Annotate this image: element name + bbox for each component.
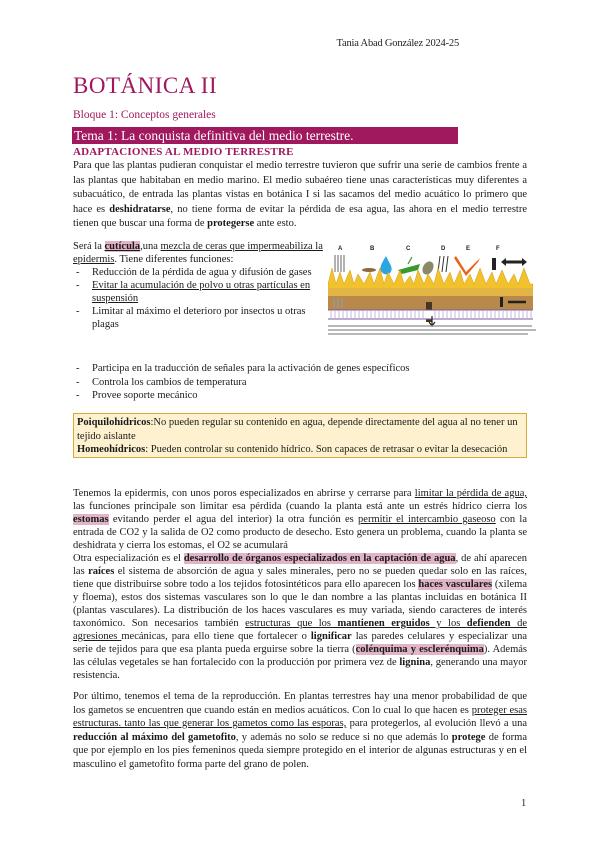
svg-text:E: E <box>466 246 471 252</box>
text: para protegerlos, al evolución llevó a una <box>346 718 527 729</box>
list-item: - Provee soporte mecánico <box>73 389 533 403</box>
svg-text:F: F <box>496 246 500 252</box>
term: Homeohídricos <box>77 444 146 455</box>
underlined-text: proteger esas estructuras. tanto las que generar los gametos como las esporas, <box>73 704 527 729</box>
header-author-year: Tania Abad González 2024-25 <box>336 38 459 49</box>
block-subtitle: Bloque 1: Conceptos generales <box>73 109 216 121</box>
underlined-text: mezcla de ceras que impermeabiliza la epidermis <box>73 241 323 265</box>
underlined-text: estructuras que los <box>245 618 338 629</box>
epidermis-paragraph <box>73 487 527 682</box>
text: Por último, tenemos el tema de la reproducción. En plantas terrestres hay una menor probabilidad de que los gametos se encuentren que cuando están en medios acuáticos. Con lo cual lo que hacen es <box>73 691 527 716</box>
intro-paragraph <box>73 159 527 232</box>
text: , no tiene forma de evitar la pérdida de esa agua, las ahora en el medio terrestre tienen que buscar una forma de <box>73 203 527 229</box>
highlighted-term: estomas <box>73 514 109 525</box>
bold-underlined-term: mantienen erguidos <box>337 618 430 629</box>
underlined-text: y los <box>429 618 467 629</box>
list-item: - Reducción de la pérdida de agua y difusión de gases <box>73 266 323 279</box>
text: , de ahí aparecen las <box>73 553 528 577</box>
text: mecánicas, para ello tiene que fortalecer o <box>121 631 311 642</box>
bold-underlined-term: defienden <box>466 618 511 629</box>
topic-title: Tema 1: La conquista definitiva del medio terrestre. <box>74 128 354 143</box>
text: Tenemos la epidermis, con unos poros especializados en abrirse y cerrarse para <box>73 488 415 499</box>
text: con la entrada de CO2 y la salida de O2 como producto de desecho. Esto genera un problema, cuando la planta se deshidrata y cierra los estomas, el O2 se acumulará <box>73 514 527 551</box>
list-item <box>73 279 323 305</box>
cuticle-diagram-illustration <box>328 242 533 327</box>
definition: : Pueden controlar su contenido hídrico. Son capaces de retrasar o evitar la desecación <box>145 444 508 455</box>
cuticle-function-list <box>73 266 323 331</box>
bold-term: raíces <box>88 566 115 577</box>
text: las paredes celulares y especializar una serie de tejidos para que esa planta pueda erguirse sobre la tierra ( <box>73 631 527 655</box>
definition-callout <box>73 413 527 458</box>
text: las funciones principale son limitar esa pérdida (cuando la planta está ante un estrés hídrico cierra los <box>73 501 527 512</box>
text: Será la <box>73 241 105 252</box>
text: ). Además las células vegetales se han fortalecido con la producción por primera vez de <box>73 644 527 668</box>
svg-text:B: B <box>370 246 375 252</box>
section-heading: ADAPTACIONES AL MEDIO TERRESTRE <box>73 146 294 158</box>
svg-text:C: C <box>406 246 411 252</box>
text: , y además no solo se reduce si no que además lo <box>235 731 452 743</box>
bold-term: deshidratarse <box>109 203 171 215</box>
cuticle-intro <box>73 240 323 266</box>
document-title: BOTÁNICA II <box>73 73 218 98</box>
list-item: - Participa en la traducción de señales para la activación de genes específicos <box>73 362 533 376</box>
figure-caption <box>328 325 536 339</box>
underlined-text: permitir el intercambio gaseoso <box>358 514 496 525</box>
bold-term: lignina <box>399 657 431 668</box>
bold-term: protegerse <box>207 218 255 229</box>
highlighted-term: colénquima y esclerénquima <box>355 644 484 655</box>
bold-term: protege <box>451 731 486 743</box>
topic-banner <box>72 127 458 144</box>
page-number: 1 <box>521 798 527 809</box>
text: el sistema de absorción de agua y sales minerales, pero no se pueden quedar solo en las raíces, tiene que distribuirse sobre todo a los tejidos fotosintéticos para ello aparecen los <box>73 566 527 590</box>
text: , generando una mayor resistencia. <box>73 657 527 681</box>
underlined-text: de agresiones <box>73 618 527 642</box>
term: Poiquilohídricos <box>77 417 151 428</box>
highlighted-term: desarrollo de órganos especializados en la captación de agua <box>183 553 456 564</box>
definition-homeohidricos <box>77 443 523 457</box>
bold-term: lignificar <box>310 631 352 642</box>
text: Para que las plantas pudieran conquistar el medio terrestre tuvieron que sufrir una serie de cambios frente a las plantas que habitaban en medio marino. El medio subaéreo tiene unas características muy diferentes a subacuático, de entrada las plantas vistas en botánica I si las sacamos del medio acuático lo primero que hace es <box>73 160 527 215</box>
underlined-text: limitar la pérdida de agua, <box>414 488 528 499</box>
svg-text:D: D <box>441 246 446 252</box>
definition: :No pueden regular su contenido en agua, depende directamente del agua al no tener un tejido aislante <box>77 417 518 442</box>
cuticle-function-list-continued <box>73 362 533 403</box>
highlighted-term: haces vasculares <box>418 579 493 590</box>
text: de forma que por ejemplo en los pies femeninos queda siempre protegido en el interior de algunas estructuras y en el masculino el gametofito forma parte del grano de polen. <box>73 731 528 770</box>
text: (xilema y floema), estos dos sistemas vasculares son lo que le dan nombre a las plantas incluidas en botánica II (plantas vasculares). La distribución de los haces vasculares es muy variada, siendo caracteres de interés taxonómico. Son necesarios también <box>73 579 528 629</box>
list-item: - Controla los cambios de temperatura <box>73 376 533 390</box>
text: evitando perder el agua del interior) la otra función es <box>108 514 359 525</box>
list-item: - Limitar al máximo el deterioro por insectos u otras plagas <box>73 305 323 331</box>
text: ante esto. <box>254 218 297 229</box>
highlighted-term: cutícula <box>104 241 141 252</box>
figure-label-a: A <box>338 246 343 252</box>
definition-poiquilohidricos <box>77 416 523 443</box>
text: . Tiene diferentes funciones: <box>114 254 234 265</box>
cuticle-section <box>73 240 323 331</box>
underlined-text: Evitar la acumulación de polvo u otras partículas en suspensión <box>92 280 311 304</box>
reproduction-paragraph <box>73 690 527 771</box>
bold-term: reducción al máximo del gametofito <box>73 731 236 743</box>
text: ,una <box>140 241 161 252</box>
text: Otra especialización es el <box>73 553 184 564</box>
cuticle-more-functions <box>73 362 533 403</box>
